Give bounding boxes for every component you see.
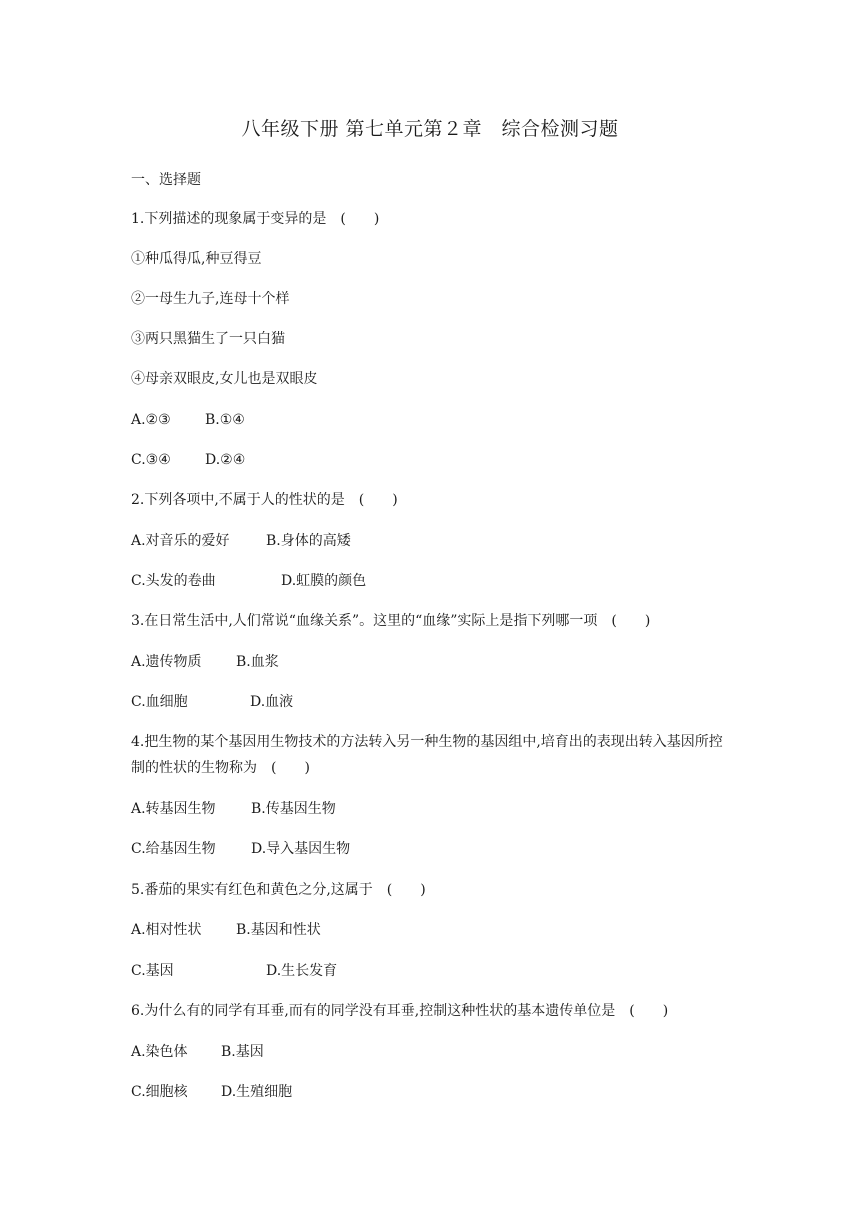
question-3-option-b: B.血浆: [236, 654, 279, 670]
section-heading: 一、选择题: [131, 172, 201, 188]
question-5-option-c: C.基因: [131, 963, 174, 979]
question-2-option-a: A.对音乐的爱好: [131, 533, 230, 549]
question-1-item-1: ①种瓜得瓜,种豆得豆: [131, 251, 262, 267]
question-2-option-c: C.头发的卷曲: [131, 573, 216, 589]
question-6-option-d: D.生殖细胞: [221, 1084, 293, 1100]
question-4-option-d: D.导入基因生物: [251, 841, 351, 857]
page-title: 八年级下册 第七单元第２章 综合检测习题: [241, 118, 619, 140]
question-5-option-a: A.相对性状: [131, 922, 202, 938]
question-4-option-b: B.传基因生物: [251, 801, 336, 817]
question-3-option-d: D.血液: [250, 694, 294, 710]
question-4-option-c: C.给基因生物: [131, 841, 216, 857]
question-5-option-d: D.生长发育: [266, 963, 338, 979]
question-1-stem: 1.下列描述的现象属于变异的是 ( ): [131, 211, 380, 227]
question-3-option-a: A.遗传物质: [131, 654, 202, 670]
question-3-stem: 3.在日常生活中,人们常说“血缘关系”。这里的“血缘”实际上是指下列哪一项 ( ): [131, 613, 651, 629]
question-6-stem: 6.为什么有的同学有耳垂,而有的同学没有耳垂,控制这种性状的基本遗传单位是 ( ): [131, 1003, 669, 1019]
question-1-item-3: ③两只黑猫生了一只白猫: [131, 331, 285, 347]
question-2-option-b: B.身体的高矮: [266, 533, 351, 549]
question-4-option-a: A.转基因生物: [131, 801, 216, 817]
question-2-option-d: D.虹膜的颜色: [281, 573, 367, 589]
question-2-stem: 2.下列各项中,不属于人的性状的是 ( ): [131, 492, 398, 508]
question-1-item-2: ②一母生九子,连母十个样: [131, 291, 290, 307]
question-6-option-b: B.基因: [221, 1044, 264, 1060]
question-4-stem: 4.把生物的某个基因用生物技术的方法转入另一种生物的基因组中,培育出的表现出转入基因所控制的性状的生物称为 ( ): [131, 734, 723, 776]
question-1-option-a: A.②③: [131, 412, 171, 428]
question-1-option-c: C.③④: [131, 452, 171, 468]
question-6-option-a: A.染色体: [131, 1044, 188, 1060]
question-3-option-c: C.血细胞: [131, 694, 188, 710]
question-1-item-4: ④母亲双眼皮,女儿也是双眼皮: [131, 371, 318, 387]
question-1-option-b: B.①④: [205, 412, 245, 428]
question-1-option-d: D.②④: [205, 452, 246, 468]
question-5-stem: 5.番茄的果实有红色和黄色之分,这属于 ( ): [131, 882, 426, 898]
question-5-option-b: B.基因和性状: [236, 922, 321, 938]
question-6-option-c: C.细胞核: [131, 1084, 188, 1100]
